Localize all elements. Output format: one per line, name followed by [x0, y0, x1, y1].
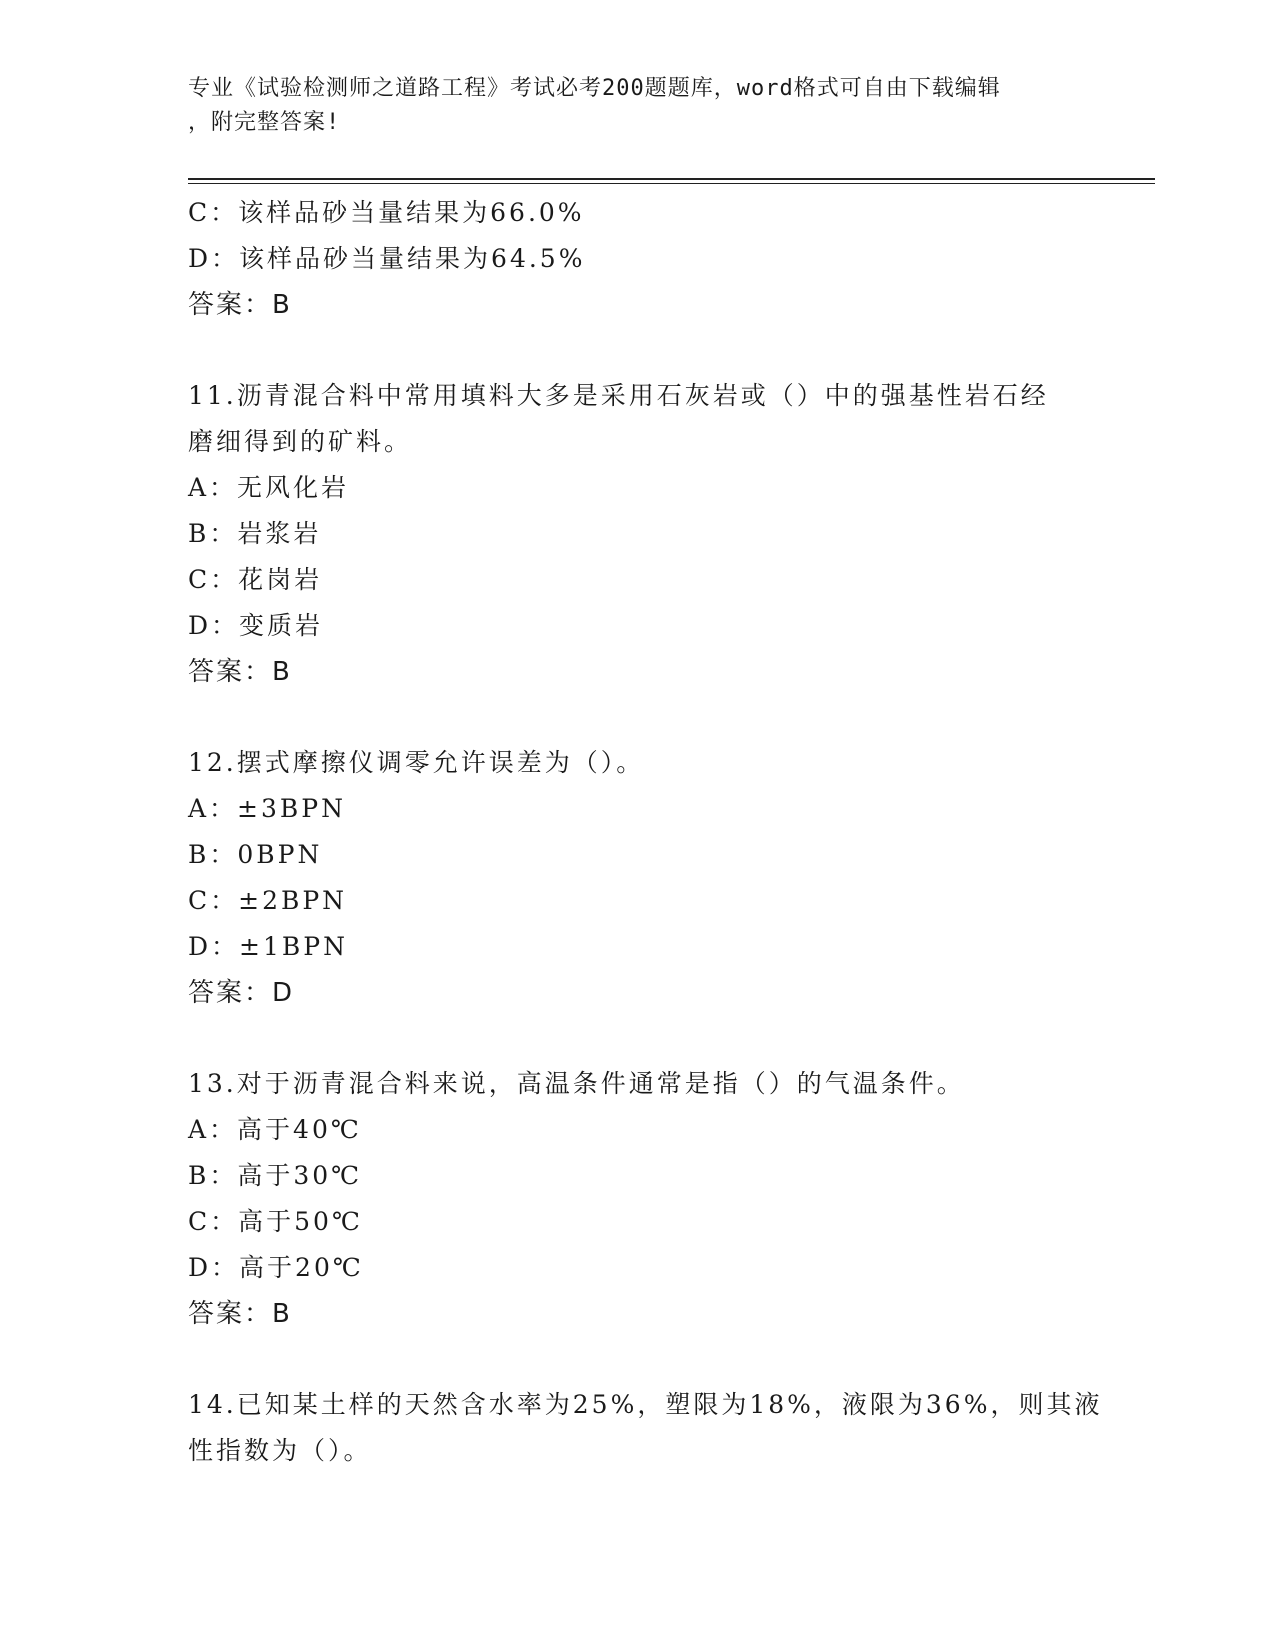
answer-line: 答案：B [188, 290, 292, 320]
question-block-10 [188, 190, 1108, 328]
option-c: C：花岗岩 [188, 565, 323, 594]
question-text: 12.摆式摩擦仪调零允许误差为（）。 [188, 748, 645, 777]
question-list [188, 190, 1108, 1474]
option-a: A：无风化岩 [188, 473, 350, 502]
question-text: 14.已知某土样的天然含水率为25%，塑限为18%，液限为36%，则其液 [188, 1390, 1103, 1419]
header-title-line-1: 专业《试验检测师之道路工程》考试必考200题题库，word格式可自由下载编辑 [188, 76, 1001, 101]
question-text-cont: 性指数为（）。 [188, 1436, 372, 1465]
option-d: D：±1BPN [188, 932, 348, 961]
question-text: 11.沥青混合料中常用填料大多是采用石灰岩或（）中的强基性岩石经 [188, 381, 1049, 410]
answer-line: 答案：B [188, 657, 292, 687]
option-d: D：高于20℃ [188, 1253, 364, 1282]
document-header [188, 72, 1088, 140]
answer-line: 答案：B [188, 1299, 292, 1329]
option-d: D：该样品砂当量结果为64.5% [188, 244, 586, 273]
option-b: B：岩浆岩 [188, 519, 322, 548]
header-title-line-2: ，附完整答案! [188, 110, 341, 135]
option-a: A：高于40℃ [188, 1115, 362, 1144]
option-d: D：变质岩 [188, 611, 324, 640]
question-block-13 [188, 1061, 1108, 1337]
question-block-12 [188, 740, 1108, 1016]
option-c: C：该样品砂当量结果为66.0% [188, 198, 585, 227]
question-text-cont: 磨细得到的矿料。 [188, 427, 413, 456]
answer-line: 答案：D [188, 978, 295, 1008]
option-c: C：高于50℃ [188, 1207, 363, 1236]
option-a: A：±3BPN [188, 794, 346, 823]
header-divider-thick [188, 178, 1155, 180]
question-block-14 [188, 1382, 1108, 1474]
option-c: C：±2BPN [188, 886, 348, 915]
option-b: B：0BPN [188, 840, 323, 869]
question-block-11 [188, 373, 1108, 695]
question-text: 13.对于沥青混合料来说，高温条件通常是指（）的气温条件。 [188, 1069, 965, 1098]
header-divider-thin [188, 183, 1155, 184]
option-b: B：高于30℃ [188, 1161, 363, 1190]
